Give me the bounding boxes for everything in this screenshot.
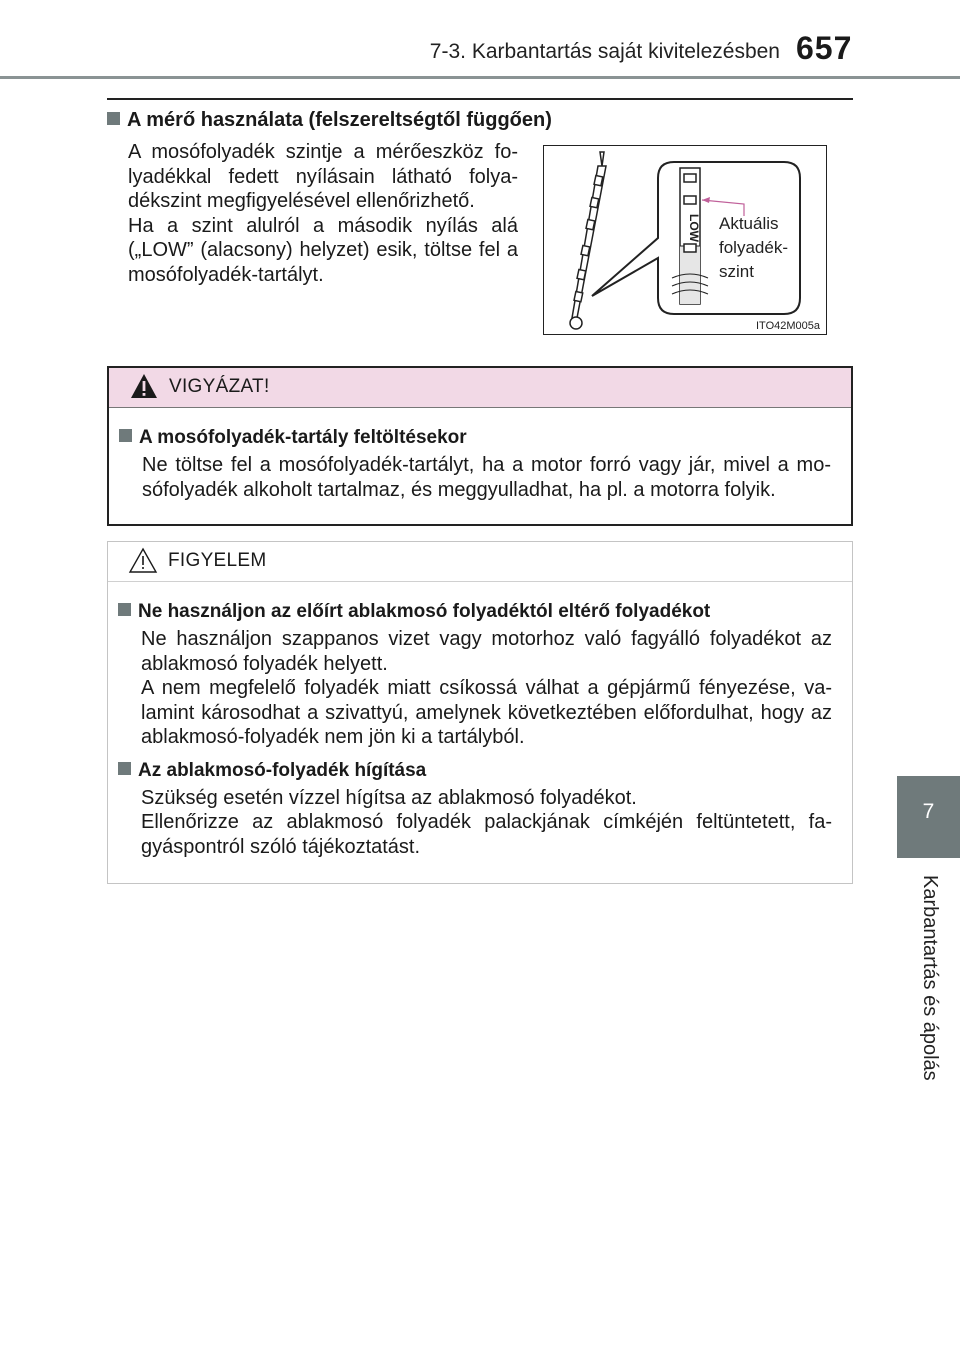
section-heading: [107, 109, 552, 132]
notice-item-heading: [118, 760, 832, 782]
notice-item-heading: [118, 601, 832, 623]
notice-paragraph: A nem megfelelő folyadék miatt csíkossá válhat a gépjármű fényezése, va-lamint károsodhat a szivattyú, amelynek következtében előfordulhat, hogy az ablakmosó-folyadék nem jön ki a tartályból.: [141, 677, 832, 748]
callout-line: Aktuális: [719, 214, 779, 233]
caution-item-heading-text: A mosófolyadék-tartály feltöltésekor: [139, 427, 467, 448]
chapter-title: Karbantartás és ápolás: [919, 875, 941, 1081]
caution-header: [109, 368, 851, 408]
figure-code: ITO42M005a: [756, 320, 821, 332]
header-divider: [0, 76, 960, 79]
gauge-low-label: LOW: [687, 214, 701, 242]
notice-title: FIGYELEM: [168, 550, 267, 571]
caution-content: [109, 408, 851, 502]
notice-header: [108, 542, 852, 582]
notice-content: [108, 582, 852, 859]
page-number: 657: [796, 30, 853, 66]
notice-box: [107, 541, 853, 884]
bullet-square-icon: [107, 112, 120, 125]
warning-outline-icon: [128, 546, 158, 574]
section-rule: [107, 98, 853, 100]
notice-item-heading-text: Az ablakmosó-folyadék hígítása: [138, 759, 427, 781]
chapter-number: 7: [922, 800, 935, 823]
intro-text: [128, 140, 518, 287]
caution-box: [107, 366, 853, 526]
bullet-square-icon: [118, 603, 131, 616]
section-title: 7-3. Karbantartás saját kivitelezésben: [429, 40, 780, 63]
notice-paragraph: Ellenőrizze az ablakmosó folyadék palackjának címkéjén feltüntetett, fa-gyáspontról szóló tájékoztatást.: [141, 811, 832, 858]
caution-item-body: [142, 453, 831, 502]
intro-paragraph: A mosófolyadék szintje a mérőeszköz fo-lyadékkal fedett nyílásain látható folya-dékszint megfigyelésével ellenőrizhető.: [128, 141, 518, 212]
figure-callout: [719, 212, 788, 284]
callout-line: folyadék-: [719, 238, 788, 257]
notice-paragraph: Szükség esetén vízzel hígítsa az ablakmosó folyadékot.: [141, 786, 637, 809]
notice-item-body: [141, 786, 832, 860]
caution-item-heading: [119, 427, 831, 449]
caution-title: VIGYÁZAT!: [169, 376, 270, 397]
notice-item-heading-text: Ne használjon az előírt ablakmosó folyadéktól eltérő folyadékot: [138, 601, 711, 622]
notice-paragraph: Ne használjon szappanos vizet vagy motorhoz való fagyálló folyadékot az ablakmosó folyadék helyett.: [141, 628, 832, 675]
intro-paragraph: Ha a szint alulról a második nyílás alá („LOW” (alacsony) helyzet) esik, töltse fel a mosófolyadék-tartályt.: [128, 214, 518, 286]
section-heading-text: A mérő használata (felszereltségtől függően): [127, 109, 552, 131]
notice-item-body: [141, 627, 832, 750]
caution-paragraph: Ne töltse fel a mosófolyadék-tartályt, ha a motor forró vagy jár, mivel a mo-sófolyadék alkoholt tartalmaz, és meggyulladhat, ha pl. a motorra folyik.: [142, 454, 831, 501]
warning-triangle-icon: [129, 372, 159, 400]
bullet-square-icon: [118, 762, 131, 775]
bullet-square-icon: [119, 429, 132, 442]
callout-line: szint: [719, 262, 754, 281]
